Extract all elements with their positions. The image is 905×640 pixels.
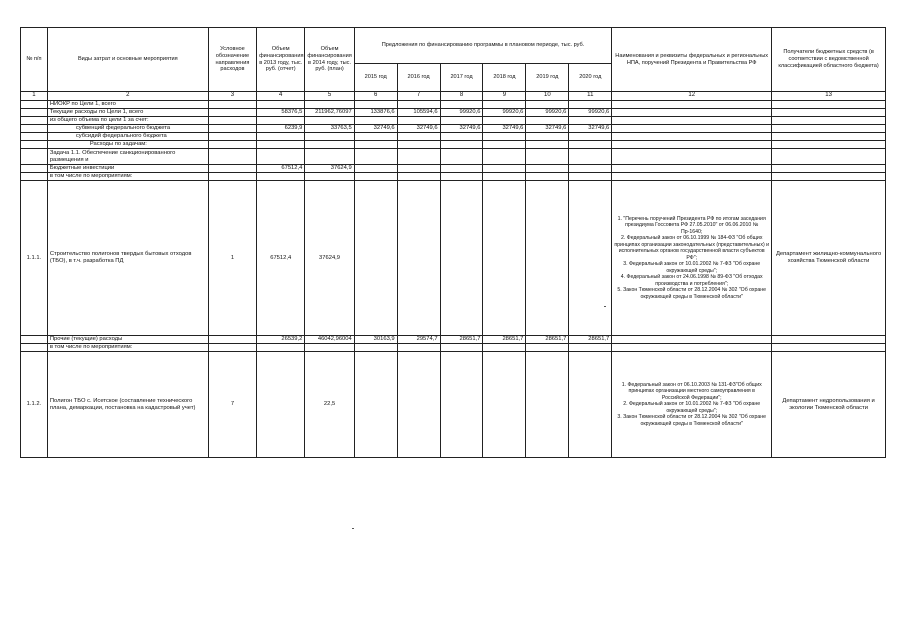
cell-value: 32749,6	[440, 125, 483, 133]
cell-value: 67512,4	[257, 165, 305, 173]
row-by-tasks	[21, 141, 886, 149]
header-recipients: Получатели бюджетных средств (в соответствии с ведомственной классификацией областного бюджета)	[772, 28, 886, 92]
col-index: 3	[208, 92, 256, 101]
npa-item: 3. Закон Тюменской области от 28.12.2004 № 302 "Об охране окружающей среды в Тюменской области"	[617, 414, 767, 427]
cell-designation: 1	[208, 181, 256, 336]
row-label: в том числе по мероприятиям:	[47, 344, 208, 352]
cell-value: 37624,9	[305, 181, 354, 336]
npa-list	[612, 181, 772, 336]
cell-value: 99920,6	[440, 109, 483, 117]
row-label: субсидий федерального бюджета	[47, 133, 208, 141]
cell-value: 32749,6	[397, 125, 440, 133]
col-index: 1	[21, 92, 48, 101]
col-index: 10	[526, 92, 569, 101]
row-of-total	[21, 117, 886, 125]
col-index: 11	[569, 92, 612, 101]
row-current	[21, 109, 886, 117]
row-label: НИОКР по Цели 1, всего	[47, 101, 208, 109]
header-year: 2018 год	[483, 64, 526, 92]
scan-speck	[604, 306, 606, 307]
header-year: 2015 год	[354, 64, 397, 92]
cell-value: 46042,96004	[305, 336, 354, 344]
cell-value: 6239,9	[257, 125, 305, 133]
row-label: из общего объема по цели 1 за счет:	[47, 117, 208, 125]
row-label: Прочие (текущие) расходы	[47, 336, 208, 344]
row-incl2	[21, 344, 886, 352]
cell-value: 30163,9	[354, 336, 397, 344]
cell-value: 32749,6	[483, 125, 526, 133]
col-index: 7	[397, 92, 440, 101]
header-vol2013: Объем финансирования в 2013 году, тыс. руб. (отчет)	[257, 28, 305, 92]
cell-value: 22,5	[305, 352, 354, 458]
cell-value: 99920,6	[526, 109, 569, 117]
col-index: 13	[772, 92, 886, 101]
col-index: 4	[257, 92, 305, 101]
row-task	[21, 149, 886, 165]
row-111	[21, 181, 886, 336]
row-subsidies	[21, 125, 886, 133]
header-row	[21, 28, 886, 64]
npa-item: 1. "Перечень поручений Президента РФ по итогам заседания президиума Госсовета РФ 27.05.2010" от 06.06.2010 № Пр-1640;	[617, 215, 766, 235]
col-index: 5	[305, 92, 354, 101]
cell-value: 99920,6	[483, 109, 526, 117]
col-index: 9	[483, 92, 526, 101]
row-num: 1.1.1.	[21, 181, 48, 336]
cell-value: 99920,6	[569, 109, 612, 117]
cell-value: 58376,5	[257, 109, 305, 117]
cell-value: 211962,76097	[305, 109, 354, 117]
cell-value: 28651,7	[526, 336, 569, 344]
header-year: 2016 год	[397, 64, 440, 92]
cell-value: 29574,7	[397, 336, 440, 344]
header-proposals: Предложения по финансированию программы в плановом периоде, тыс. руб.	[354, 28, 612, 64]
col-index: 6	[354, 92, 397, 101]
cell-recipient: Департамент жилищно-коммунального хозяйства Тюменской области	[772, 181, 886, 336]
scan-speck	[352, 528, 354, 529]
row-label: Текущие расходы по Цели 1, всего	[47, 109, 208, 117]
row-112	[21, 352, 886, 458]
row-num: 1.1.2.	[21, 352, 48, 458]
cell-value: 32749,6	[354, 125, 397, 133]
document-sheet	[20, 27, 886, 458]
cell-value: 28651,7	[569, 336, 612, 344]
cell-value: 32749,6	[569, 125, 612, 133]
header-year: 2017 год	[440, 64, 483, 92]
cell-value: 32749,6	[526, 125, 569, 133]
cell-designation: 7	[208, 352, 256, 458]
cell-value: 105594,6	[397, 109, 440, 117]
cell-value: 28651,7	[483, 336, 526, 344]
cell-value: 26539,2	[257, 336, 305, 344]
col-index: 12	[612, 92, 772, 101]
row-incl	[21, 173, 886, 181]
cell-value: 28651,7	[440, 336, 483, 344]
row-label: Строительство полигонов твердых бытовых отходов (ТБО), в т.ч. разработка ПД	[47, 181, 208, 336]
row-subsidies2	[21, 133, 886, 141]
row-label: в том числе по мероприятиям:	[47, 173, 208, 181]
row-label: субвенций федерального бюджета	[47, 125, 208, 133]
row-label: Бюджетные инвестиции	[47, 165, 208, 173]
row-label: Расходы по задачам:	[47, 141, 208, 149]
header-vol2014: Объем финансирования в 2014 году, тыс. руб. (план)	[305, 28, 354, 92]
header-types: Виды затрат и основные мероприятия	[47, 28, 208, 92]
financing-table	[20, 27, 886, 458]
cell-value: 33763,5	[305, 125, 354, 133]
npa-list	[612, 352, 772, 458]
row-label: Полигон ТБО с. Исетское (составление технического плана, демаркации, постановка на кадастровый учет)	[47, 352, 208, 458]
row-invest	[21, 165, 886, 173]
row-niokr	[21, 101, 886, 109]
npa-item: 3. Федеральный закон от 10.01.2002 № 7-ФЗ "Об охране окружающей среды";	[623, 261, 761, 274]
cell-value: 133876,6	[354, 109, 397, 117]
header-designation: Условное обозначение направления расходов	[208, 28, 256, 92]
column-index-row	[21, 92, 886, 101]
header-num: № п/п	[21, 28, 48, 92]
row-other	[21, 336, 886, 344]
npa-item: 5. Закон Тюменской области от 28.12.2004 № 302 "Об охране окружающей среды в Тюменской области"	[617, 287, 767, 300]
col-index: 8	[440, 92, 483, 101]
npa-item: 2. Федеральный закон от 10.01.2002 № 7-ФЗ "Об охране окружающей среды";	[623, 401, 761, 414]
header-year: 2019 год	[526, 64, 569, 92]
cell-value: 37624,9	[305, 165, 354, 173]
npa-item: 4. Федеральный закон от 24.06.1998 № 89-ФЗ "Об отходах производства и потребления";	[620, 274, 763, 287]
header-year: 2020 год	[569, 64, 612, 92]
npa-item: 2. Федеральный закон от 06.10.1999 № 184-ФЗ "Об общих принципах организации законодательных (представительных) и исполнительных органов государственной власти субъектов РФ";	[614, 235, 770, 261]
row-label: Задача 1.1. Обеспечение санкционированного размещения и	[47, 149, 208, 165]
cell-value: 67512,4	[257, 181, 305, 336]
header-npa: Наименования и реквизиты федеральных и региональных НПА, поручений Президента и Правительства РФ	[612, 28, 772, 92]
npa-item: 1. Федеральный закон от 06.10.2003 № 131-ФЗ"Об общих принципах организации местного самоуправления в Российской Федерации";	[621, 381, 762, 401]
cell-recipient: Департамент недропользования и экологии Тюменской области	[772, 352, 886, 458]
col-index: 2	[47, 92, 208, 101]
